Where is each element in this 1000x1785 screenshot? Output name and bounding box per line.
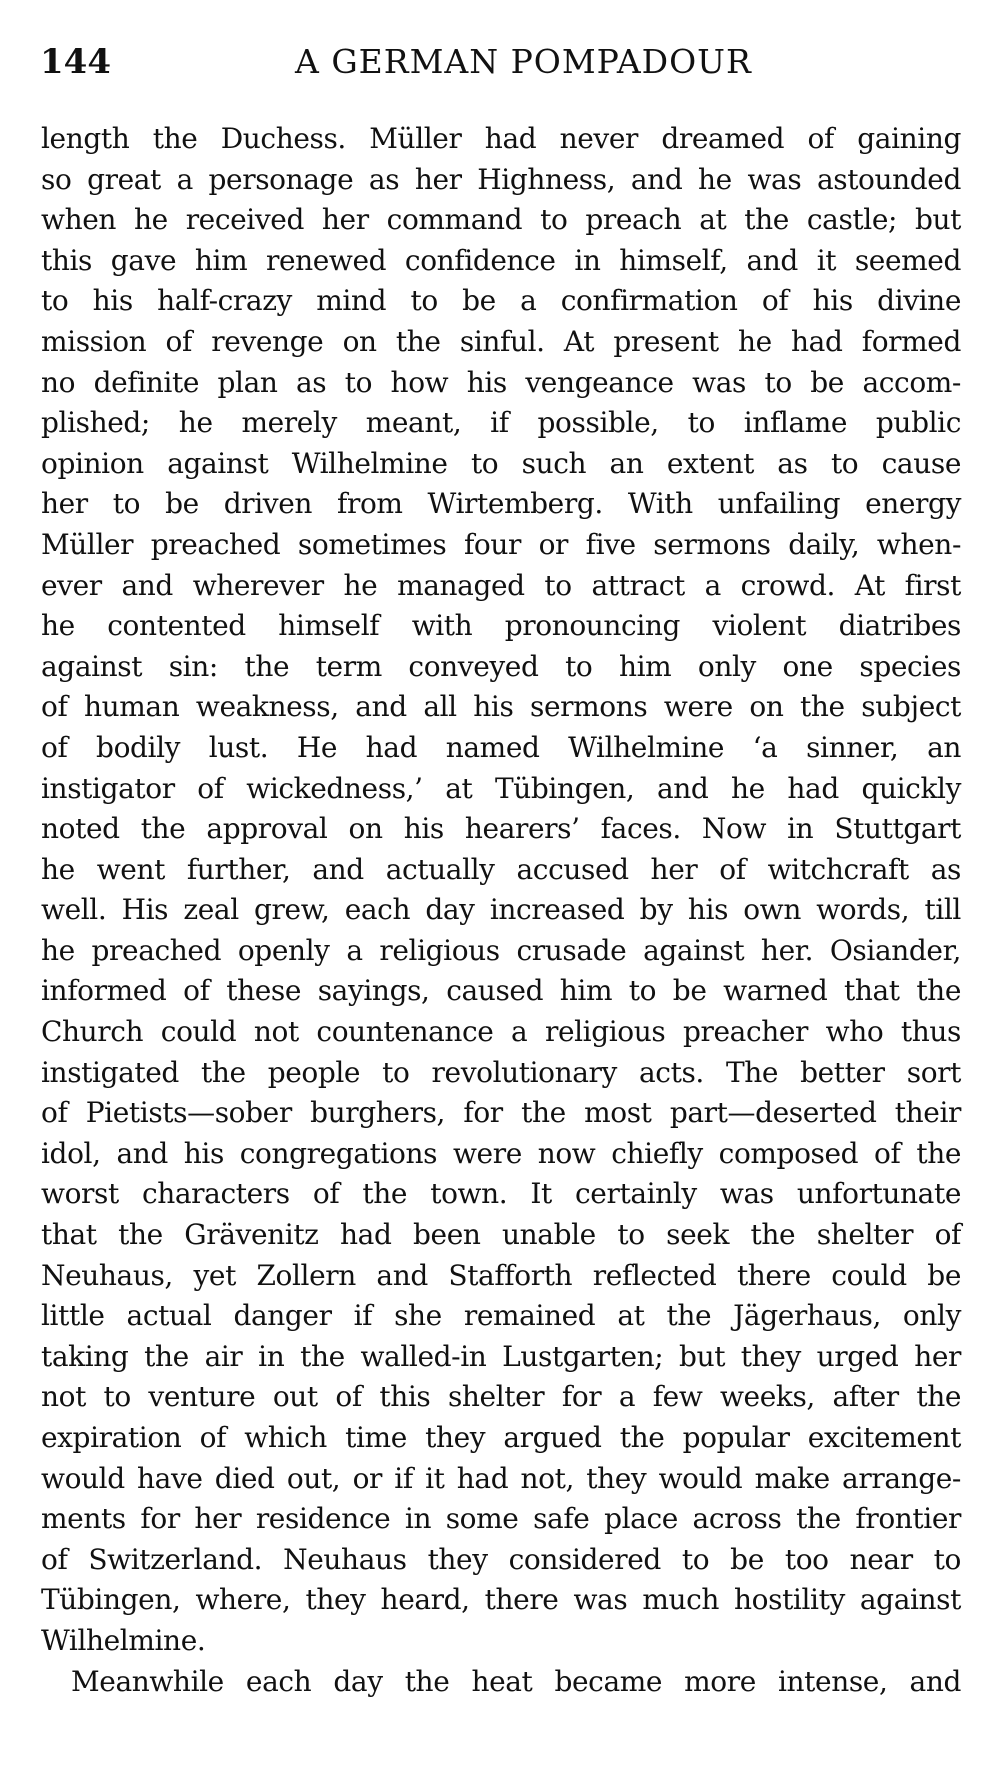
text-line: Müller preached sometimes four or five sermons daily, when- <box>41 527 961 561</box>
text-line: informed of these sayings, caused him to be warned that the <box>41 974 961 1008</box>
text-line: noted the approval on his hearers’ faces. Now in Stuttgart <box>41 812 961 846</box>
text-line: length the Duchess. Müller had never dreamed of gaining <box>41 122 961 155</box>
paragraph-1 <box>41 119 961 1662</box>
text-line: of Switzerland. Neuhaus they considered to be too near to <box>41 1542 961 1576</box>
text-line: plished; he merely meant, if possible, to inflame public <box>41 406 961 440</box>
text-line: he preached openly a religious crusade against her. Osiander, <box>41 933 961 967</box>
text-line: when he received her command to preach at the castle; but <box>41 203 961 237</box>
text-line: against sin: the term conveyed to him only one species <box>41 649 961 683</box>
text-line: that the Grävenitz had been unable to seek the shelter of <box>41 1218 961 1252</box>
body-text <box>41 119 961 1702</box>
text-line: ments for her residence in some safe place across the frontier <box>41 1502 961 1536</box>
text-line: Church could not countenance a religious preacher who thus <box>41 1015 961 1049</box>
text-line: he contented himself with pronouncing violent diatribes <box>41 609 961 643</box>
text-line: well. His zeal grew, each day increased by his own words, till <box>41 893 961 927</box>
text-line: Neuhaus, yet Zollern and Stafforth reflected there could be <box>41 1258 961 1292</box>
text-line: of Pietists—sober burghers, for the most part—deserted their <box>41 1096 961 1130</box>
text-line: mission of revenge on the sinful. At present he had formed <box>41 324 961 358</box>
paragraph-2 <box>41 1662 961 1703</box>
page-header <box>40 42 960 92</box>
text-line: instigated the people to revolutionary acts. The better sort <box>41 1055 961 1089</box>
text-line: idol, and his congregations were now chiefly composed of the <box>41 1136 961 1170</box>
text-line: Wilhelmine. <box>41 1623 206 1657</box>
text-line: no definite plan as to how his vengeance was to be accom- <box>41 365 961 399</box>
text-line: taking the air in the walled-in Lustgarten; but they urged her <box>41 1339 961 1373</box>
text-line: not to venture out of this shelter for a few weeks, after the <box>41 1380 961 1414</box>
page-number: 144 <box>40 42 111 82</box>
text-line: instigator of wickedness,’ at Tübingen, and he had quickly <box>41 771 961 805</box>
text-line: this gave him renewed confidence in himself, and it seemed <box>41 243 961 277</box>
text-line: he went further, and actually accused her of witchcraft as <box>41 852 961 886</box>
text-line: opinion against Wilhelmine to such an extent as to cause <box>41 446 961 480</box>
text-line: to his half-crazy mind to be a confirmation of his divine <box>41 284 961 318</box>
text-line: would have died out, or if it had not, they would make arrange- <box>41 1461 961 1495</box>
text-line: worst characters of the town. It certainly was unfortunate <box>41 1177 961 1211</box>
text-line: Tübingen, where, they heard, there was much hostility against <box>41 1583 961 1617</box>
running-title: A GERMAN POMPADOUR <box>295 42 752 81</box>
text-line: expiration of which time they argued the popular excitement <box>41 1421 961 1454</box>
text-line: of bodily lust. He had named Wilhelmine ‘a sinner, an <box>41 730 961 764</box>
text-line: little actual danger if she remained at the Jägerhaus, only <box>41 1299 961 1333</box>
text-line: Meanwhile each day the heat became more intense, and <box>71 1664 961 1698</box>
text-line: ever and wherever he managed to attract a crowd. At first <box>41 568 961 602</box>
text-line: of human weakness, and all his sermons were on the subject <box>41 690 961 724</box>
text-line: so great a personage as her Highness, and he was astounded <box>41 162 961 196</box>
text-line: her to be driven from Wirtemberg. With unfailing energy <box>41 487 961 521</box>
